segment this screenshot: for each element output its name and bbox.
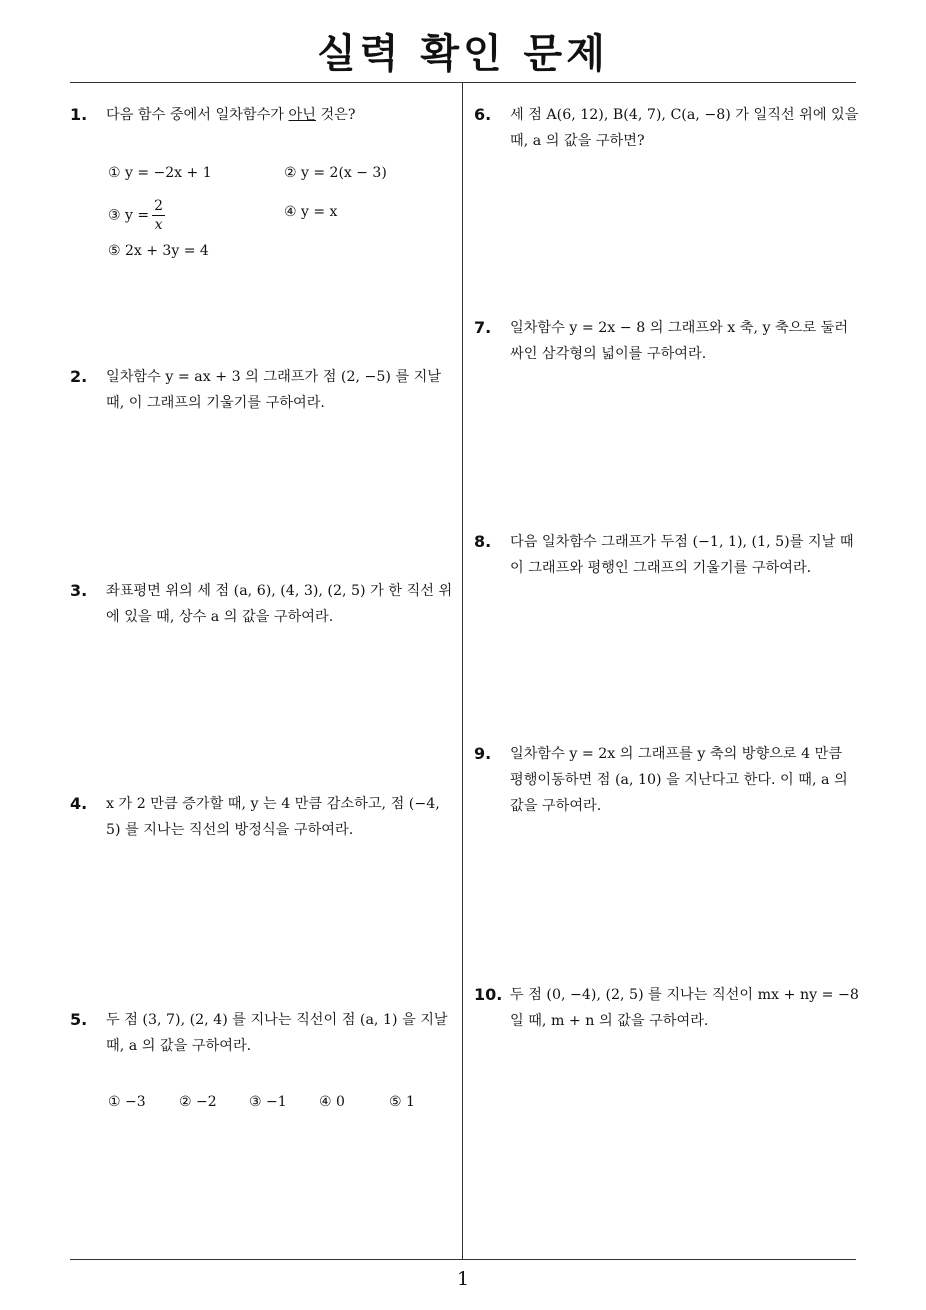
problem-number: 10. <box>474 985 503 1004</box>
choice-1[interactable]: ① y = −2x + 1 <box>108 165 212 181</box>
page-number: 1 <box>456 1268 470 1290</box>
problem-5-choices <box>108 1094 448 1116</box>
problem-number: 4. <box>70 794 88 813</box>
underlined-word: 아닌 <box>288 107 316 123</box>
problem-10 <box>474 982 860 1034</box>
problem-7 <box>474 315 860 367</box>
page-title: 실력 확인 문제 <box>317 31 609 77</box>
problem-text: 일차함수 y = 2x 의 그래프를 y 축의 방향으로 4 만큼 평행이동하면 점 (a, 10) 을 지난다고 한다. 이 때, a 의 값을 구하여라. <box>510 746 848 814</box>
problem-number: 7. <box>474 318 492 337</box>
problem-text: 일차함수 y = 2x − 8 의 그래프와 x 축, y 축으로 둘러싸인 삼각형의 넓이를 구하여라. <box>510 320 849 362</box>
choice-5[interactable]: ⑤ 1 <box>389 1094 415 1110</box>
problem-text: 다음 일차함수 그래프가 두점 (−1, 1), (1, 5)를 지날 때 이 그래프와 평행인 그래프의 기울기를 구하여라. <box>510 534 854 576</box>
problem-number: 3. <box>70 581 88 600</box>
choice-4[interactable]: ④ y = x <box>284 204 338 220</box>
problem-text: 다음 함수 중에서 일차함수가 아닌 것은? <box>106 107 356 123</box>
problem-text: 두 점 (0, −4), (2, 5) 를 지나는 직선이 mx + ny = −8 일 때, m + n 의 값을 구하여라. <box>510 987 859 1029</box>
problem-number: 5. <box>70 1010 88 1029</box>
choice-2[interactable]: ② −2 <box>179 1094 217 1110</box>
problem-1-choices <box>108 163 458 273</box>
choice-5[interactable]: ⑤ 2x + 3y = 4 <box>108 243 209 259</box>
choice-1[interactable]: ① −3 <box>108 1094 146 1110</box>
problem-1 <box>70 102 456 128</box>
problem-2 <box>70 364 456 416</box>
problem-number: 6. <box>474 105 492 124</box>
problem-text: 좌표평면 위의 세 점 (a, 6), (4, 3), (2, 5) 가 한 직선 위에 있을 때, 상수 a 의 값을 구하여라. <box>106 583 453 625</box>
problem-4 <box>70 791 456 843</box>
problem-8 <box>474 529 860 581</box>
problem-5 <box>70 1007 456 1059</box>
column-divider <box>462 83 463 1259</box>
top-rule <box>70 82 856 83</box>
problem-number: 8. <box>474 532 492 551</box>
problem-text: 일차함수 y = ax + 3 의 그래프가 점 (2, −5) 를 지날 때, 이 그래프의 기울기를 구하여라. <box>106 369 442 411</box>
choice-3[interactable]: ③ −1 <box>249 1094 287 1110</box>
problem-9 <box>474 741 860 819</box>
fraction: $\frac{2}{x}$ <box>154 198 164 233</box>
problem-6 <box>474 102 860 154</box>
problem-text: x 가 2 만큼 증가할 때, y 는 4 만큼 감소하고, 점 (−4, 5) 를 지나는 직선의 방정식을 구하여라. <box>106 796 440 838</box>
choice-4[interactable]: ④ 0 <box>319 1094 345 1110</box>
problem-3 <box>70 578 456 630</box>
choice-3[interactable]: ③ y = $\frac{2}{x}$ <box>108 198 164 233</box>
choice-2[interactable]: ② y = 2(x − 3) <box>284 165 387 181</box>
problem-text: 세 점 A(6, 12), B(4, 7), C(a, −8) 가 일직선 위에 있을 때, a 의 값을 구하면? <box>510 107 859 149</box>
problem-text: 두 점 (3, 7), (2, 4) 를 지나는 직선이 점 (a, 1) 을 지날 때, a 의 값을 구하여라. <box>106 1012 448 1054</box>
bottom-rule <box>70 1259 856 1260</box>
problem-number: 1. <box>70 105 88 124</box>
problem-number: 9. <box>474 744 492 763</box>
problem-number: 2. <box>70 367 88 386</box>
